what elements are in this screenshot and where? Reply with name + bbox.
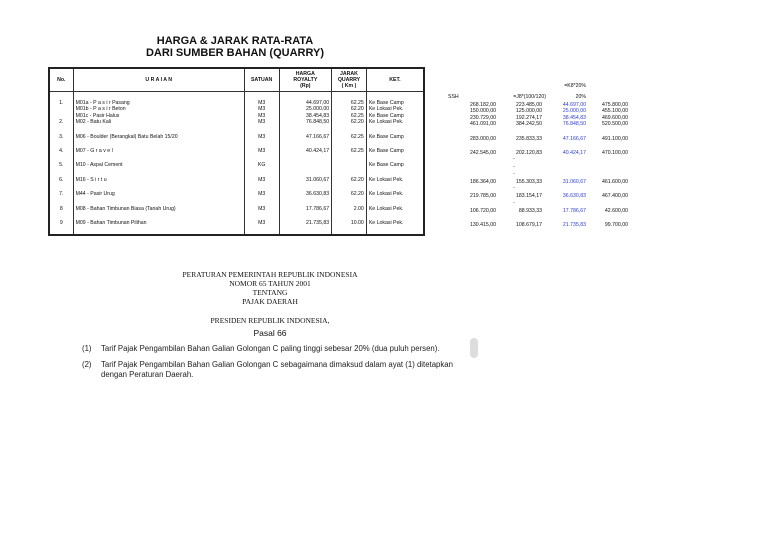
side-value: 130.415,00: [470, 222, 496, 229]
side-value: 106.720,00: [470, 207, 496, 214]
header-jarak-3: ( Km ): [341, 83, 357, 89]
side-value: 455.100,00: [602, 108, 628, 115]
cell-no: 5.: [49, 162, 73, 168]
cell-uraian: M01b - P a s i r Beton: [73, 106, 244, 112]
cell-ket: Ke Lokasi Pek.: [366, 119, 424, 125]
header-harga: [279, 68, 332, 92]
side-dash: -: [513, 170, 515, 177]
cell-jarak: 62.20: [332, 191, 367, 197]
side-value: 25.000,00: [562, 108, 586, 115]
cell-no: 9: [49, 220, 73, 226]
cell-jarak: 10.00: [332, 220, 367, 226]
header-jarak: [332, 68, 367, 92]
header-jarak-1: JARAK: [340, 71, 358, 77]
ayat-2-text-line1: Tarif Pajak Pengambilan Bahan Galian Golongan C sebagaimana dimaksud dalam ayat (1) ditetapkan: [101, 360, 453, 369]
cell-harga: 25.000,00: [279, 106, 332, 112]
document-title-line1: HARGA & JARAK RATA-RATA: [156, 35, 314, 47]
side-value: 108.679,17: [516, 222, 542, 229]
side-header-ssh: SSH: [448, 94, 459, 100]
ayat-1-text: Tarif Pajak Pengambilan Bahan Galian Golongan C paling tinggi sebesar 20% (dua puluh persen).: [101, 344, 440, 353]
table-header-row: [49, 68, 424, 92]
side-col-c: [546, 102, 586, 228]
header-uraian: U R A I A N: [73, 68, 244, 92]
side-value: 475.800,00: [602, 102, 628, 108]
cell-harga: 36.630,83: [279, 191, 332, 197]
document-title-line2: DARI SUMBER BAHAN (QUARRY): [145, 47, 325, 59]
side-value: 202.120,83: [516, 150, 542, 157]
side-dash: -: [513, 156, 515, 163]
side-value: 235.833,33: [516, 135, 542, 142]
header-ket: KET.: [366, 68, 424, 92]
header-harga-2: ROYALTY: [293, 77, 318, 83]
cell-harga: 44.697,00: [279, 100, 332, 106]
cell-ket: Ke Base Camp: [366, 134, 424, 140]
table-gap-row: [49, 212, 424, 220]
cell-harga: 38.454,83: [279, 113, 332, 119]
side-value: 384.242,50: [516, 121, 542, 128]
side-value: 125.000,00: [516, 108, 542, 115]
side-value: 21.735,83: [562, 222, 586, 229]
cell-harga: 31.060,67: [279, 177, 332, 183]
side-value: 88.933,33: [518, 207, 542, 214]
cell-ket: Ke Lokasi Pek.: [366, 191, 424, 197]
side-dash: -: [513, 185, 515, 192]
table-gap-row: [49, 198, 424, 206]
cell-ket: Ke Base Camp: [366, 113, 424, 119]
side-col-b: [498, 102, 542, 228]
cell-ket: Ke Base Camp: [366, 162, 424, 168]
side-value: 31.060,67: [562, 178, 586, 185]
side-col-a: [452, 102, 496, 228]
side-value: 469.600,00: [602, 114, 628, 121]
side-value: 36.630,83: [562, 193, 586, 200]
side-value: 38.454,83: [562, 114, 586, 121]
cell-jarak: 62.20: [332, 119, 367, 125]
ayat-1-number: (1): [82, 344, 92, 353]
cell-harga: 21.735,83: [279, 220, 332, 226]
side-value: 76.848,50: [562, 121, 586, 128]
cell-jarak: 62.25: [332, 134, 367, 140]
side-value: 520.500,00: [602, 121, 628, 128]
cell-satuan: M3: [244, 119, 279, 125]
cell-satuan: M3: [244, 134, 279, 140]
cell-harga: 17.786,67: [279, 206, 332, 212]
cell-uraian: M10 - Aspal Cement: [73, 162, 244, 168]
cell-ket: Ke Base Camp: [366, 100, 424, 106]
side-value: 219.785,00: [470, 193, 496, 200]
ayat-2-number: (2): [82, 360, 92, 369]
cell-uraian: M06 - Boulder (Berangkal) Batu Belah 15/20: [73, 134, 244, 140]
side-value: 470.100,00: [602, 150, 628, 157]
side-value: 467.400,00: [602, 193, 628, 200]
side-value: 242.545,00: [470, 150, 496, 157]
side-value: 223.485,00: [516, 102, 542, 108]
cell-no: 3.: [49, 134, 73, 140]
side-dash: -: [513, 164, 515, 171]
cell-harga: 47.166,67: [279, 134, 332, 140]
header-no: No.: [49, 68, 73, 92]
cell-jarak: 62.25: [332, 148, 367, 154]
side-col-d: [588, 102, 628, 228]
cell-no: 4.: [49, 148, 73, 154]
side-value: 461.600,00: [602, 178, 628, 185]
cell-no: 8: [49, 206, 73, 212]
cell-harga: 76.848,50: [279, 119, 332, 125]
side-dash: -: [513, 199, 515, 206]
cell-satuan: M3: [244, 220, 279, 226]
cell-jarak: 62.20: [332, 177, 367, 183]
law-heading-1: PERATURAN PEMERINTAH REPUBLIK INDONESIA: [182, 270, 358, 279]
side-value: 155.303,33: [516, 178, 542, 185]
cell-uraian: M16 - S i r t u: [73, 177, 244, 183]
law-president: PRESIDEN REPUBLIK INDONESIA,: [210, 316, 330, 325]
side-value: 230.729,00: [470, 114, 496, 121]
side-value: 99.700,00: [604, 222, 628, 229]
cell-ket: Ke Lokasi Pek.: [366, 177, 424, 183]
quarry-table: [48, 67, 425, 236]
cell-satuan: M3: [244, 191, 279, 197]
cell-no: 6.: [49, 177, 73, 183]
cell-no: 7.: [49, 191, 73, 197]
cell-uraian: M02 - Batu Kali: [73, 119, 244, 125]
table-gap-row: [49, 226, 424, 235]
cell-uraian: M44 - Pasir Urug: [73, 191, 244, 197]
law-heading-3: TENTANG: [252, 288, 288, 297]
cell-no: 2.: [49, 119, 73, 125]
table-gap-row: [49, 140, 424, 148]
side-header-b: =J8*(100/120): [513, 94, 546, 100]
cell-uraian: M09 - Bahan Timbunan Pilihan: [73, 220, 244, 226]
side-value: 47.166,67: [562, 135, 586, 142]
cell-satuan: M3: [244, 113, 279, 119]
side-value: 461.091,00: [470, 121, 496, 128]
cell-jarak: 62.20: [332, 106, 367, 112]
cell-ket: Ke Lokasi Pek.: [366, 206, 424, 212]
side-header-c1: =K8*20%: [564, 83, 586, 89]
table-gap-row: [49, 92, 424, 101]
side-value: 186.364,00: [470, 178, 496, 185]
side-value: 17.786,67: [562, 207, 586, 214]
header-harga-1: HARGA: [295, 71, 315, 77]
side-value: 183.154,17: [516, 193, 542, 200]
cell-no: 1.: [49, 100, 73, 106]
side-header-c2: 20%: [575, 94, 586, 100]
table-gap-row: [49, 169, 424, 177]
side-value: 491.100,00: [602, 135, 628, 142]
cell-uraian: M01c - Pasir Halus: [73, 113, 244, 119]
cell-ket: Ke Base Camp: [366, 148, 424, 154]
side-value: 40.424,17: [562, 150, 586, 157]
side-value: 283.000,00: [470, 135, 496, 142]
header-harga-3: (Rp): [300, 83, 311, 89]
cell-ket: Ke Lokasi Pek.: [366, 220, 424, 226]
cell-satuan: KG: [244, 162, 279, 168]
cell-jarak: 2.00: [332, 206, 367, 212]
side-value: 268.182,00: [470, 102, 496, 108]
ayat-2-text-line2: dengan Peraturan Daerah.: [101, 370, 194, 379]
cell-satuan: M3: [244, 106, 279, 112]
cell-satuan: M3: [244, 100, 279, 106]
cell-satuan: M3: [244, 206, 279, 212]
side-value: 192.274,17: [516, 114, 542, 121]
side-value: 42.600,00: [604, 207, 628, 214]
cell-ket: Ke Lokasi Pek.: [366, 106, 424, 112]
scrollbar-thumb[interactable]: [470, 338, 478, 358]
cell-satuan: M3: [244, 177, 279, 183]
cell-satuan: M3: [244, 148, 279, 154]
side-value: 44.697,00: [562, 102, 586, 108]
cell-harga: 40.424,17: [279, 148, 332, 154]
pasal-title: Pasal 66: [253, 328, 287, 338]
header-satuan: SATUAN: [244, 68, 279, 92]
cell-uraian: M01a - P a s i r Pasang: [73, 100, 244, 106]
law-heading-2: NOMOR 65 TAHUN 2001: [229, 279, 311, 288]
cell-jarak: 62.25: [332, 113, 367, 119]
header-jarak-2: QUARRY: [337, 77, 361, 83]
cell-uraian: M08 - Bahan Timbunan Biasa (Tanah Urug): [73, 206, 244, 212]
table-gap-row: [49, 154, 424, 162]
cell-uraian: M07 - G r a v e l: [73, 148, 244, 154]
table-gap-row: [49, 126, 424, 134]
table-gap-row: [49, 183, 424, 191]
side-value: 150.000,00: [470, 108, 496, 115]
cell-jarak: 62.25: [332, 100, 367, 106]
law-heading-4: PAJAK DAERAH: [242, 297, 298, 306]
